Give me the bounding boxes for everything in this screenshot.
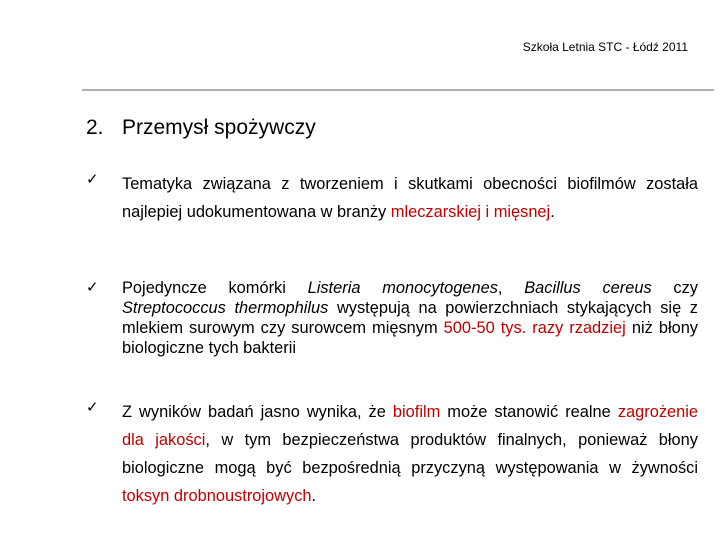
text-segment: . [311,487,317,505]
bullet-text-1 [122,170,698,226]
section-heading [86,116,316,140]
header-title: Szkoła Letnia STC - Łódź 2011 [522,40,688,54]
text-segment: czy [651,279,698,297]
text-segment: występują na powierzchniach stykających się z mlekiem surowym czy surowcem mięsnym [122,299,699,337]
text-segment: Pojedyncze komórki [122,279,308,297]
checkmark-icon: ✓ [86,278,99,296]
bullet-text-2 [122,278,698,358]
text-segment: niż błony biologiczne tych bakterii [122,319,699,357]
text-segment: Tematyka związana z tworzeniem i skutkami obecności biofilmów została najlepiej udokumentowana w branży [122,175,698,221]
text-segment: . [550,203,555,221]
bullet-text-3 [122,398,698,510]
text-segment: toksyn drobnoustrojowych [122,487,312,505]
bullet-item-1 [86,170,698,226]
text-segment: 500-50 tys. razy rzadziej [443,319,626,337]
checkmark-icon: ✓ [86,398,99,416]
text-segment: , [497,279,525,297]
text-segment: zagrożenie dla jakości [122,403,698,449]
text-segment: może stanowić realne [440,403,618,421]
checkmark-icon: ✓ [86,170,99,188]
section-number: 2. [86,116,104,139]
bullet-item-2 [86,278,698,358]
section-title: Przemysł spożywczy [122,116,316,139]
header-divider [82,89,714,91]
text-segment: Z wyników badań jasno wynika, że [122,403,393,421]
bullet-item-3 [86,398,698,510]
text-segment: , w tym bezpieczeństwa produktów finalnych, ponieważ błony biologiczne mogą być bezpośrednią przyczyną występowania w żywności [122,431,698,477]
text-segment: biofilm [392,403,441,421]
text-segment: Bacillus cereus [524,279,652,297]
text-segment: Listeria monocytogenes [307,279,498,297]
text-segment: mleczarskiej i mięsnej [390,203,551,221]
text-segment: Streptococcus thermophilus [122,299,329,317]
